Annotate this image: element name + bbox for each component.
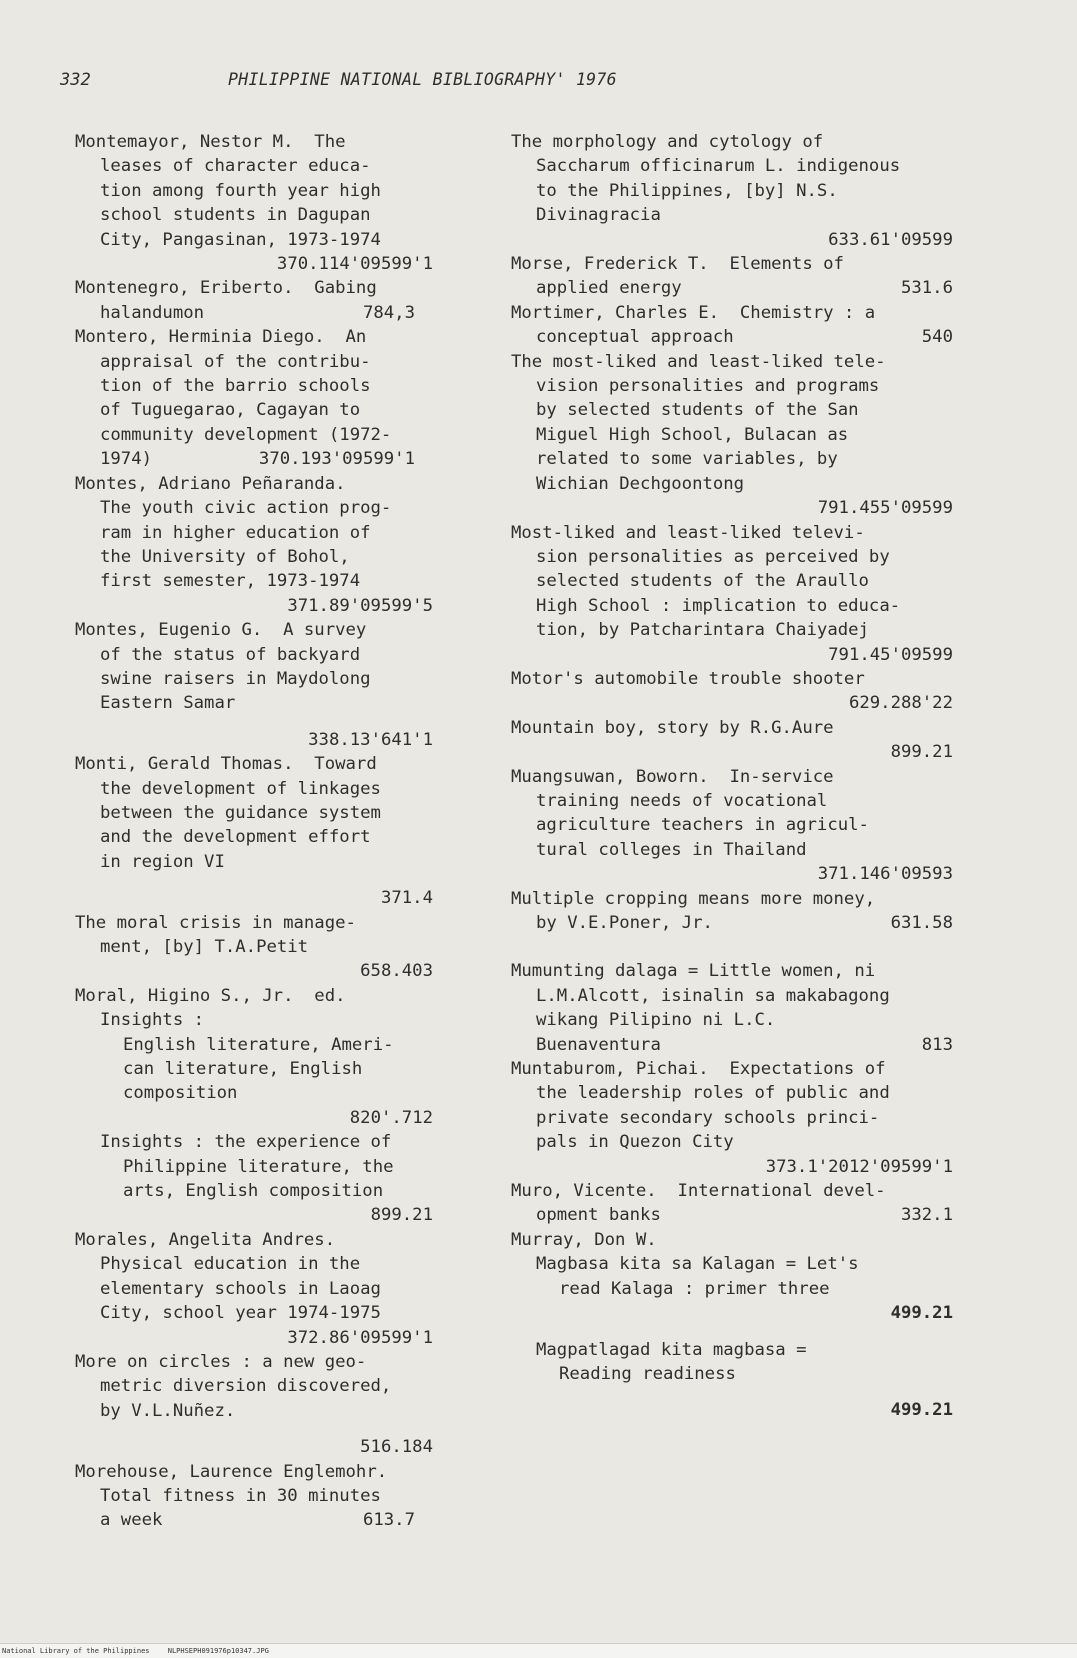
entry-line: opment banks 332.1	[511, 1203, 953, 1227]
bib-entry	[511, 887, 953, 936]
entry-line: ment, [by] T.A.Petit	[100, 937, 309, 957]
entry-line: tion of the barrio schools	[100, 376, 371, 397]
entry-line: a week 613.7	[75, 1508, 433, 1532]
entry-line: selected students of the Araullo	[536, 571, 869, 592]
bib-entry	[511, 252, 953, 301]
entry-line: High School : implication to educa-	[536, 595, 901, 616]
bib-subentry	[511, 1338, 953, 1423]
entry-line: Montemayor, Nestor M. The	[75, 132, 346, 152]
entry-line: the development of linkages	[100, 778, 381, 799]
entry-line: Mortimer, Charles E. Chemistry : a	[511, 302, 876, 323]
entry-line: Morehouse, Laurence Englemohr.	[75, 1461, 388, 1482]
call-number: 791.455'09599	[817, 498, 953, 519]
entry-line: the University of Bohol,	[100, 546, 350, 567]
entry-line: Divinagracia	[536, 205, 661, 226]
bib-entry	[511, 765, 953, 887]
entry-line: Muntaburom, Pichai. Expectations of	[511, 1059, 886, 1080]
running-title: PHILIPPINE NATIONAL BIBLIOGRAPHY' 1976	[228, 70, 617, 89]
entry-line: Muangsuwan, Boworn. In-service	[511, 766, 834, 787]
entry-line: Miguel High School, Bulacan as	[536, 424, 849, 445]
bib-entry	[75, 618, 433, 752]
entry-line: leases of character educa-	[100, 156, 371, 177]
entry-line: The most-liked and least-liked tele-	[511, 351, 886, 372]
entry-line: the leadership roles of public and	[536, 1083, 890, 1104]
bib-entry	[75, 325, 433, 471]
entry-line: Physical education in the	[100, 1254, 361, 1275]
call-number: 499.21	[890, 1303, 953, 1324]
scan-filename: NLPHSEPH091976p10347.JPG	[167, 1647, 269, 1655]
bib-entry	[511, 130, 953, 252]
entry-line: tural colleges in Thailand	[536, 839, 807, 860]
bib-subentry	[511, 1252, 953, 1325]
entry-line: Montenegro, Eriberto. Gabing	[75, 278, 377, 299]
call-number: 370.193'09599'1	[258, 449, 415, 470]
entry-line: and the development effort	[100, 827, 371, 848]
bib-entry	[511, 667, 953, 716]
call-number: 820'.712	[349, 1107, 433, 1128]
entry-line: of the status of backyard	[100, 644, 361, 665]
entry-line: applied energy 531.6	[511, 276, 953, 300]
entry-line: Mumunting dalaga = Little women, ni	[511, 961, 876, 982]
call-number: 629.288'22	[848, 693, 953, 714]
bib-entry	[511, 1057, 953, 1179]
bib-entry	[75, 1228, 433, 1350]
bib-entry	[75, 984, 433, 1008]
entry-line: Moral, Higino S., Jr. ed.	[75, 985, 346, 1006]
entry-line: tion, by Patcharintara Chaiyadej	[536, 620, 869, 641]
entry-line: swine raisers in Maydolong	[100, 668, 371, 689]
entry-line: Philippine literature, the	[123, 1156, 394, 1177]
entry-line: Eastern Samar	[100, 693, 236, 714]
call-number: 899.21	[890, 742, 953, 763]
bib-entry	[511, 716, 953, 765]
bib-entry	[511, 521, 953, 667]
entry-line: read Kalaga : primer three	[559, 1278, 830, 1299]
entry-line: elementary schools in Laoag	[100, 1278, 381, 1299]
entry-line: arts, English composition	[123, 1181, 384, 1202]
call-number: 371.89'09599'5	[287, 595, 433, 616]
bib-entry	[75, 1460, 433, 1533]
entry-line: City, school year 1974-1975	[100, 1303, 381, 1324]
call-number: 791.45'09599	[828, 644, 953, 665]
bib-entry	[511, 959, 953, 1057]
entry-line: Reading readiness	[559, 1363, 736, 1384]
bib-entry	[75, 1350, 433, 1460]
entry-line: between the guidance system	[100, 802, 381, 823]
entry-line: private secondary schools princi-	[536, 1107, 880, 1128]
call-number: 499.21	[890, 1400, 953, 1421]
call-number: 338.13'641'1	[308, 729, 433, 750]
entry-line: Montero, Herminia Diego. An	[75, 327, 367, 348]
page-number: 332	[60, 70, 91, 90]
bib-subentry	[75, 1130, 433, 1228]
entry-line: agriculture teachers in agricul-	[536, 815, 869, 836]
page-header	[0, 70, 1077, 94]
entry-line: wikang Pilipino ni L.C.	[536, 1010, 776, 1031]
entry-line: by selected students of the San	[536, 400, 859, 421]
bib-entry	[75, 752, 433, 910]
entry-line: Morales, Angelita Andres.	[75, 1229, 336, 1250]
entry-line: Murray, Don W.	[511, 1229, 657, 1250]
entry-line: Most-liked and least-liked televi-	[511, 522, 865, 543]
call-number: 332.1	[900, 1205, 953, 1226]
entry-line: 1974) 370.193'09599'1	[75, 447, 433, 471]
entry-line: tion among fourth year high	[100, 180, 381, 201]
call-number: 613.7	[362, 1510, 415, 1531]
entry-line: Buenaventura 813	[511, 1033, 953, 1057]
call-number: 540	[921, 327, 953, 348]
entry-line: first semester, 1973-1974	[100, 571, 361, 592]
entry-line: L.M.Alcott, isinalin sa makabagong	[536, 985, 890, 1006]
entry-line: in region VI	[100, 851, 225, 872]
entry-line: Montes, Adriano Peñaranda.	[75, 473, 346, 494]
bib-entry	[75, 472, 433, 618]
bib-entry	[511, 301, 953, 350]
call-number: 531.6	[900, 278, 953, 299]
entry-line: community development (1972-	[100, 424, 392, 445]
subentry-title: Magbasa kita sa Kalagan = Let's	[536, 1254, 859, 1275]
entry-line: appraisal of the contribu-	[100, 351, 371, 372]
entry-line: to the Philippines, [by] N.S.	[536, 180, 838, 201]
entry-line: Montes, Eugenio G. A survey	[75, 620, 367, 641]
call-number: 631.58	[890, 913, 953, 933]
library-credit: National Library of the Philippines	[2, 1647, 150, 1655]
bib-entry	[75, 911, 433, 984]
entry-line: conceptual approach 540	[511, 325, 953, 349]
call-number: 373.1'2012'09599'1	[765, 1156, 953, 1177]
entry-line: by V.E.Poner, Jr. 631.58	[511, 911, 953, 935]
entry-line: Total fitness in 30 minutes	[100, 1485, 381, 1506]
entry-line: metric diversion discovered,	[100, 1376, 392, 1397]
entry-line: The youth civic action prog-	[100, 498, 392, 519]
entry-line: The morphology and cytology of	[511, 132, 824, 152]
entry-line: Multiple cropping means more money,	[511, 888, 876, 909]
entry-line: Wichian Dechgoontong	[536, 473, 745, 494]
subentry-title: Insights :	[100, 1010, 205, 1031]
entry-line: of Tuguegarao, Cagayan to	[100, 400, 361, 421]
entry-line: The moral crisis in manage-	[75, 912, 356, 933]
entry-line: by V.L.Nuñez.	[100, 1400, 236, 1421]
entry-line: Saccharum officinarum L. indigenous	[536, 156, 901, 177]
subentry-title: Insights : the experience of	[100, 1132, 392, 1153]
entry-line: training needs of vocational	[536, 790, 828, 811]
entry-line: vision personalities and programs	[536, 376, 880, 397]
entry-line: City, Pangasinan, 1973-1974	[100, 229, 381, 250]
call-number: 784,3	[362, 302, 415, 323]
entry-line: related to some variables, by	[536, 449, 838, 470]
call-number: 372.86'09599'1	[287, 1327, 433, 1348]
call-number: 813	[921, 1034, 953, 1055]
bib-subentry	[75, 1008, 433, 1130]
entry-line: composition	[123, 1083, 238, 1104]
call-number: 371.146'09593	[817, 864, 953, 885]
entry-line: Muro, Vicente. International devel-	[511, 1181, 886, 1202]
bib-entry	[511, 1179, 953, 1228]
entry-line: ram in higher education of	[100, 522, 371, 543]
left-column	[75, 130, 433, 1533]
entry-line: Morse, Frederick T. Elements of	[511, 254, 844, 275]
subentry-title: Magpatlagad kita magbasa =	[536, 1339, 807, 1360]
right-column	[511, 130, 953, 1423]
entry-line: More on circles : a new geo-	[75, 1351, 367, 1372]
entry-line: Motor's automobile trouble shooter	[511, 668, 865, 689]
entry-line: English literature, Ameri-	[123, 1034, 394, 1055]
call-number: 370.114'09599'1	[276, 254, 433, 275]
call-number: 658.403	[360, 961, 433, 982]
bib-entry	[511, 1228, 953, 1252]
call-number: 371.4	[380, 888, 433, 909]
call-number: 633.61'09599	[828, 229, 953, 250]
entry-line: school students in Dagupan	[100, 205, 371, 226]
entry-line: can literature, English	[123, 1059, 363, 1080]
bib-entry	[75, 276, 433, 325]
entry-line: halandumon 784,3	[75, 301, 433, 325]
entry-line: sion personalities as perceived by	[536, 546, 890, 567]
call-number: 899.21	[370, 1205, 433, 1226]
entry-line: Mountain boy, story by R.G.Aure	[511, 717, 834, 738]
bib-entry	[511, 350, 953, 521]
entry-line: pals in Quezon City	[536, 1132, 734, 1153]
bib-entry	[75, 130, 433, 276]
entry-line: Monti, Gerald Thomas. Toward	[75, 754, 377, 775]
scan-footer	[0, 1643, 1077, 1658]
call-number: 516.184	[360, 1437, 433, 1458]
